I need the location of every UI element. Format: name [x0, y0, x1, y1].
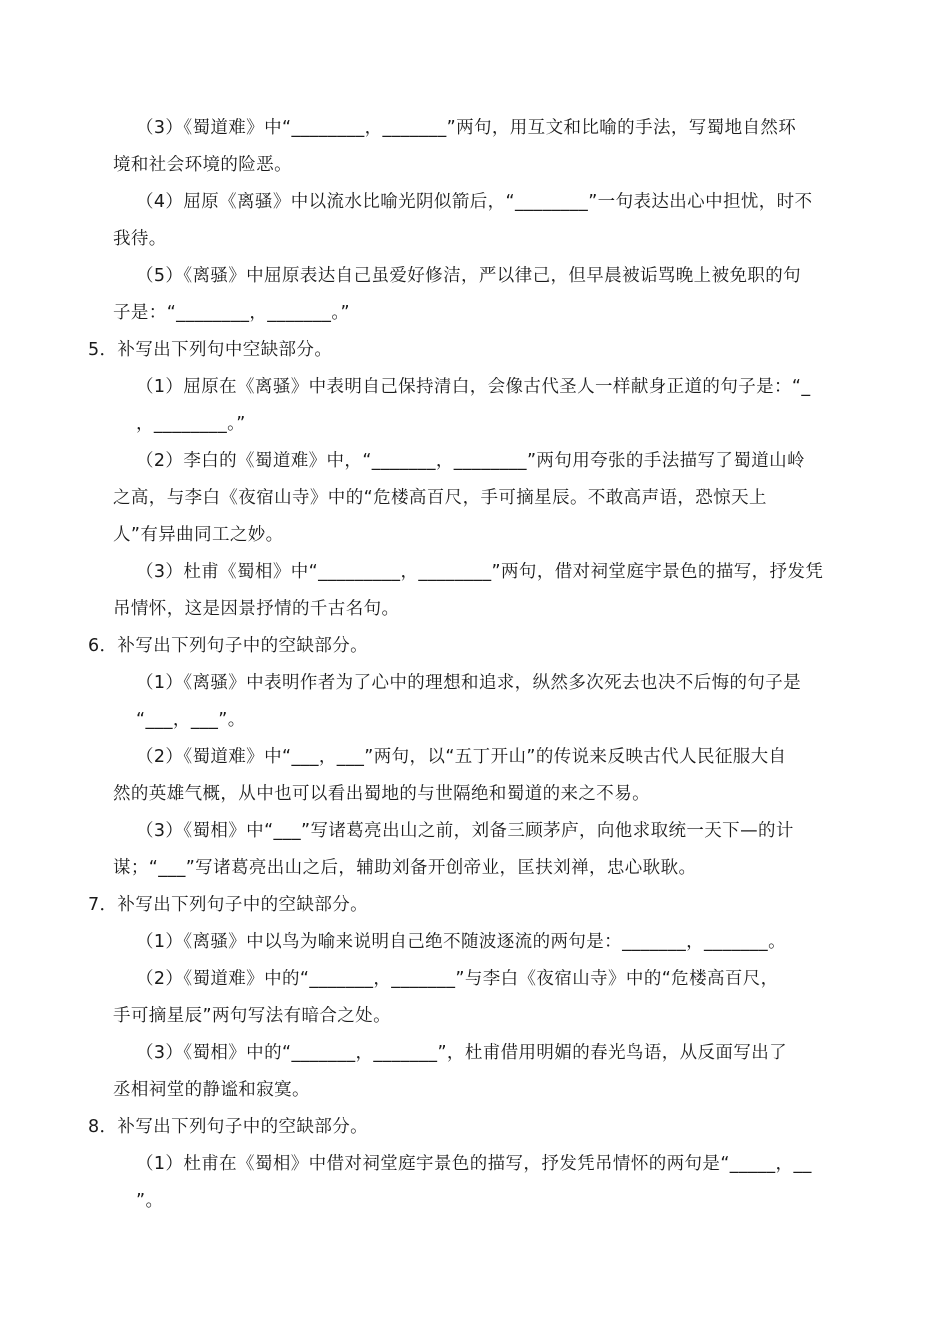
- q6-3-line1: （3）《蜀相》中“___”写诸葛亮出山之前，刘备三顾茅庐，向他求取统一天下—的计: [136, 821, 794, 841]
- q4-4-line1: （4）屈原《离骚》中以流水比喻光阴似箭后，“________”一句表达出心中担忧，时不: [136, 192, 813, 212]
- q8-1-line2: ”。: [136, 1191, 164, 1211]
- q5-2-line3: 人”有异曲同工之妙。: [113, 525, 284, 545]
- q6-2-line2: 然的英雄气概，从中也可以看出蜀地的与世隔绝和蜀道的来之不易。: [113, 784, 650, 804]
- q7-3-line1: （3）《蜀相》中的“_______，_______”，杜甫借用明媚的春光鸟语，从反面写出了: [136, 1043, 788, 1063]
- q8-1-line1: （1）杜甫在《蜀相》中借对祠堂庭宇景色的描写，抒发凭吊情怀的两句是“_____，__: [136, 1154, 812, 1174]
- q5-2-line1: （2）李白的《蜀道难》中，“_______，________”两句用夸张的手法描写了蜀道山岭: [136, 451, 805, 471]
- q4-3-line2: 境和社会环境的险恶。: [113, 155, 292, 175]
- q5-3-line1: （3）杜甫《蜀相》中“_________，________”两句，借对祠堂庭宇景色的描写，抒发凭: [136, 562, 824, 582]
- q4-4-line2: 我待。: [113, 229, 167, 249]
- q7-2-line1: （2）《蜀道难》中的“_______，_______”与李白《夜宿山寺》中的“危楼高百尺，: [136, 969, 779, 989]
- q7-1-line1: （1）《离骚》中以鸟为喻来说明自己绝不随波逐流的两句是：_______，_______。: [136, 932, 786, 952]
- q7-heading: 7．补写出下列句子中的空缺部分。: [88, 895, 369, 915]
- q5-1-line2: ，________。”: [136, 414, 246, 434]
- q6-3-line2: 谋；“___”写诸葛亮出山之后，辅助刘备开创帝业，匡扶刘禅，忠心耿耿。: [113, 858, 697, 878]
- q7-3-line2: 丞相祠堂的静谧和寂寞。: [113, 1080, 310, 1100]
- q7-2-line2: 手可摘星辰”两句写法有暗合之处。: [113, 1006, 391, 1026]
- q8-heading: 8．补写出下列句子中的空缺部分。: [88, 1117, 369, 1137]
- q4-5-line1: （5）《离骚》中屈原表达自己虽爱好修洁，严以律己，但早晨被诟骂晚上被免职的句: [136, 266, 802, 286]
- q5-3-line2: 吊情怀，这是因景抒情的千古名句。: [113, 599, 400, 619]
- q6-2-line1: （2）《蜀道难》中“___，___”两句，以“五丁开山”的传说来反映古代人民征服大自: [136, 747, 787, 767]
- q5-1-line1: （1）屈原在《离骚》中表明自己保持清白，会像古代圣人一样献身正道的句子是：“_: [136, 377, 811, 397]
- q6-1-line2: “___，___”。: [136, 710, 246, 730]
- q5-heading: 5．补写出下列句中空缺部分。: [88, 340, 333, 360]
- q6-1-line1: （1）《离骚》中表明作者为了心中的理想和追求，纵然多次死去也决不后悔的句子是: [136, 673, 802, 693]
- q4-5-line2: 子是：“________，_______。”: [113, 303, 350, 323]
- q5-2-line2: 之高，与李白《夜宿山寺》中的“危楼高百尺，手可摘星辰。不敢高声语，恐惊天上: [113, 488, 767, 508]
- q6-heading: 6．补写出下列句子中的空缺部分。: [88, 636, 369, 656]
- q4-3-line1: （3）《蜀道难》中“________，_______”两句，用互文和比喻的手法，写蜀地自然环: [136, 118, 797, 138]
